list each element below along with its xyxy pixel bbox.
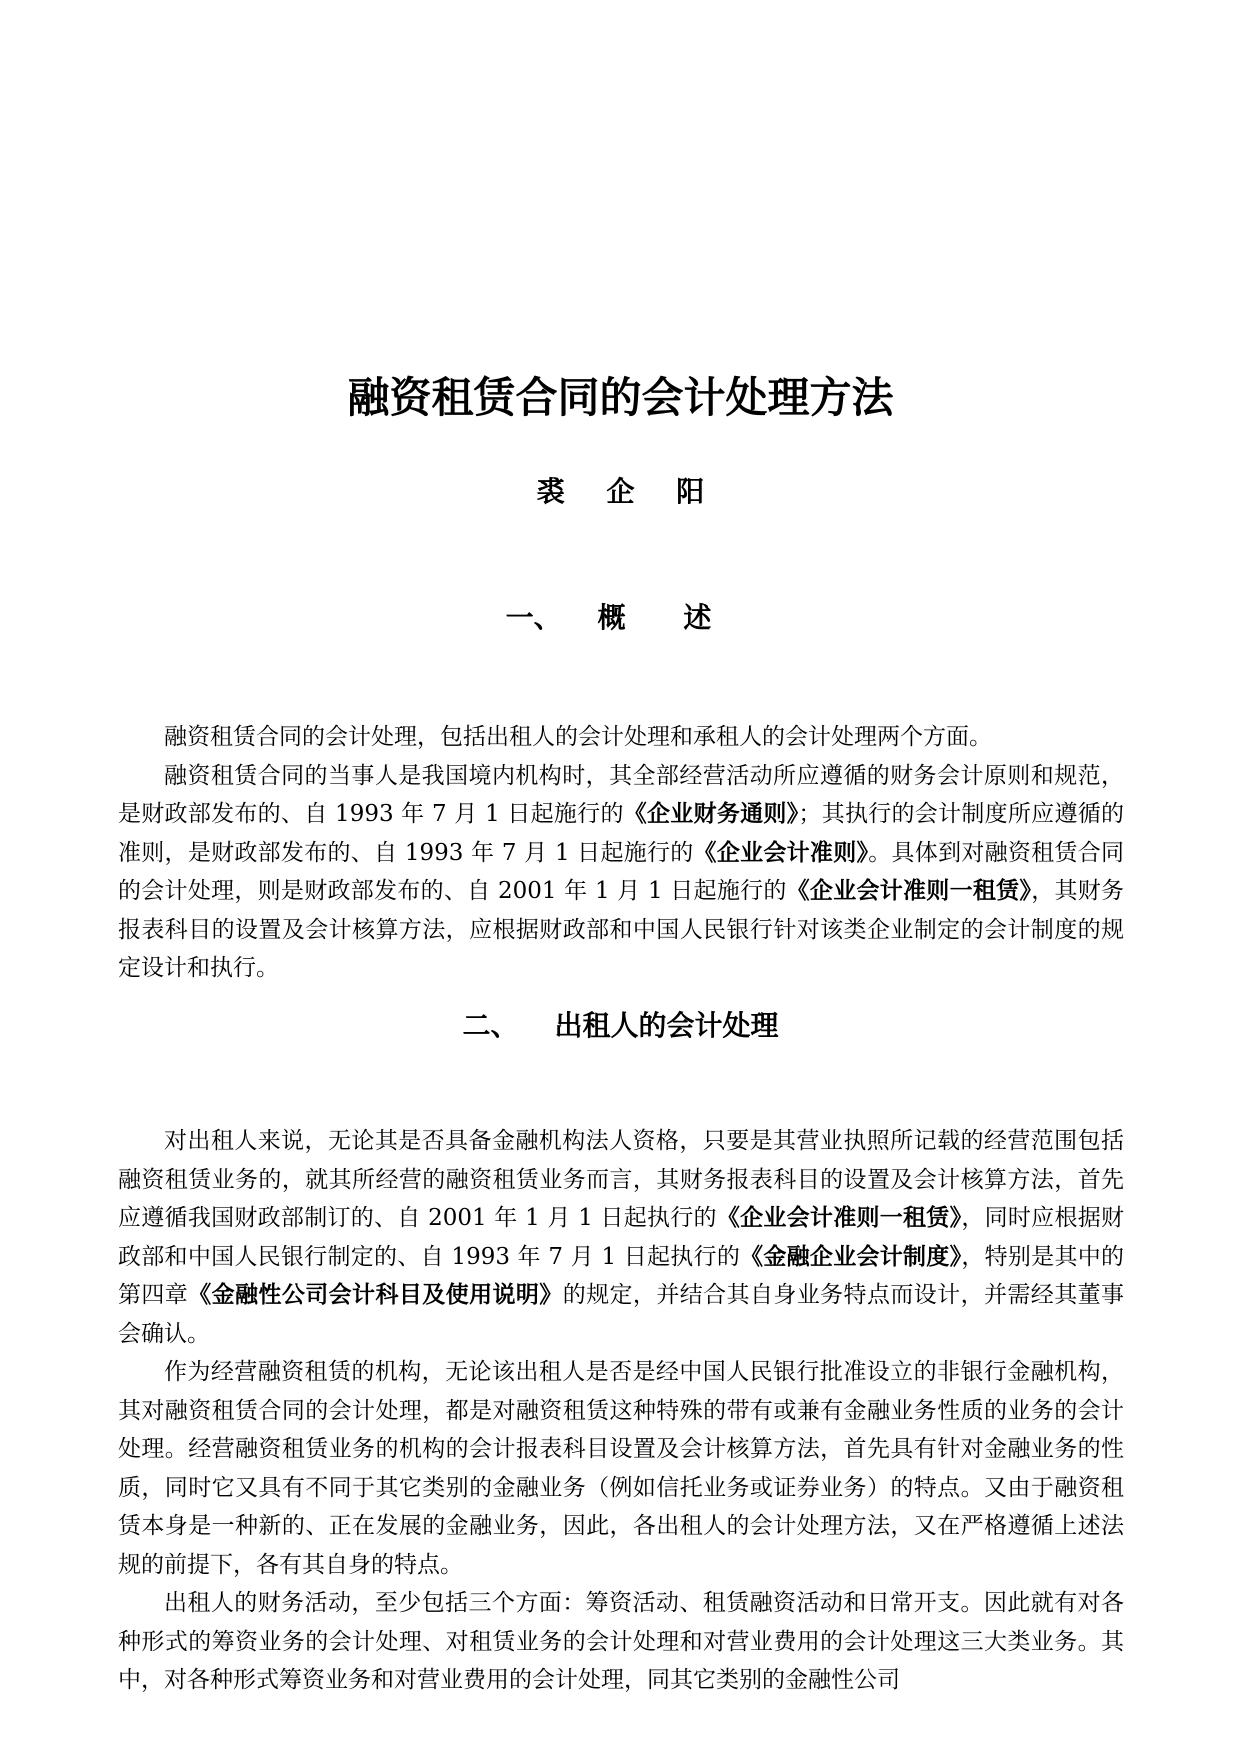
author-name: 裘 企 阳 bbox=[536, 475, 721, 508]
text-run: 融资租赁合同的会计处理，包括出租人的会计处理和承租人的会计处理两个方面。 bbox=[164, 724, 992, 750]
text-run: ；其执行的会计制度所应遵循的准则，是财政部发布的、自 1993 年 7 月 1 日起施行的 bbox=[118, 801, 1124, 866]
regulation-title: 《企业会计准则一租赁》 bbox=[786, 878, 1032, 904]
section-title: 概 述 bbox=[597, 601, 736, 634]
section-title: 出租人的会计处理 bbox=[554, 1009, 779, 1042]
paragraph bbox=[118, 718, 1124, 757]
regulation-title: 《企业财务通则》 bbox=[623, 801, 799, 827]
regulation-title: 《企业会计准则一租赁》 bbox=[716, 1205, 962, 1231]
text-run: 融资租赁合同的当事人是我国境内机构时，其全部经营活动所应遵循的财务会计原则和规范，是财政部发布的、自 1993 年 7 月 1 日起施行的 bbox=[118, 762, 1124, 827]
section-number: 二、 bbox=[462, 1009, 519, 1042]
text-run: 作为经营融资租赁的机构，无论该出租人是否是经中国人民银行批准设立的非银行金融机构，其对融资租赁合同的会计处理，都是对融资租赁这种特殊的带有或兼有金融业务性质的业务的会计处理。经营融资租赁业务的机构的会计报表科目设置及会计核算方法，首先具有针对金融业务的性质，同时它又具有不同于其它类别的金融业务（例如信托业务或证券业务）的特点。又由于融资租赁本身是一种新的、正在发展的金融业务，因此，各出租人的会计处理方法，又在严格遵循上述法规的前提下，各有其自身的特点。 bbox=[118, 1359, 1124, 1578]
text-run: ，其财务报表科目的设置及会计核算方法，应根据财政部和中国人民银行针对该类企业制定的会计制度的规定设计和执行。 bbox=[118, 878, 1125, 981]
regulation-title: 《金融企业会计制度》 bbox=[740, 1243, 962, 1270]
paragraph bbox=[118, 1584, 1124, 1700]
section-body-overview bbox=[118, 718, 1124, 988]
text-run: ，同时应根据财政部和中国人民银行制定的、自 1993 年 7 月 1 日起执行的 bbox=[118, 1205, 1125, 1270]
paragraph bbox=[118, 1353, 1124, 1584]
text-run: 的规定，并结合其自身业务特点而设计，并需经其董事会确认。 bbox=[118, 1282, 1125, 1347]
paragraph bbox=[118, 1122, 1124, 1353]
text-run: 对出租人来说，无论其是否具备金融机构法人资格，只要是其营业执照所记载的经营范围包括融资租赁业务的，就其所经营的融资租赁业务而言，其财务报表科目的设置及会计核算方法，首先应遵循我国财政部制订的、自 2001 年 1 月 1 日起执行的 bbox=[118, 1128, 1124, 1231]
text-run: 。具体到对融资租赁合同的会计处理，则是财政部发布的、自 2001 年 1 月 1 日起施行的 bbox=[118, 839, 1125, 904]
paragraph bbox=[118, 757, 1124, 988]
regulation-title: 《金融性公司会计科目及使用说明》 bbox=[188, 1282, 563, 1308]
document-title: 融资租赁合同的会计处理方法 bbox=[347, 373, 894, 422]
regulation-title: 《企业会计准则》 bbox=[693, 839, 869, 866]
section-heading-overview bbox=[0, 600, 1241, 636]
text-run: ，特别是其中的第四章 bbox=[118, 1243, 1125, 1308]
text-run: 出租人的财务活动，至少包括三个方面：筹资活动、租赁融资活动和日常开支。因此就有对各种形式的筹资业务的会计处理、对租赁业务的会计处理和对营业费用的会计处理这三大类业务。其中，对各种形式筹资业务和对营业费用的会计处理，同其它类别的金融性公司 bbox=[118, 1590, 1124, 1693]
section-heading-lessor-accounting bbox=[0, 1008, 1241, 1044]
section-number: 一、 bbox=[505, 601, 562, 634]
section-body-lessor-accounting bbox=[118, 1122, 1124, 1700]
